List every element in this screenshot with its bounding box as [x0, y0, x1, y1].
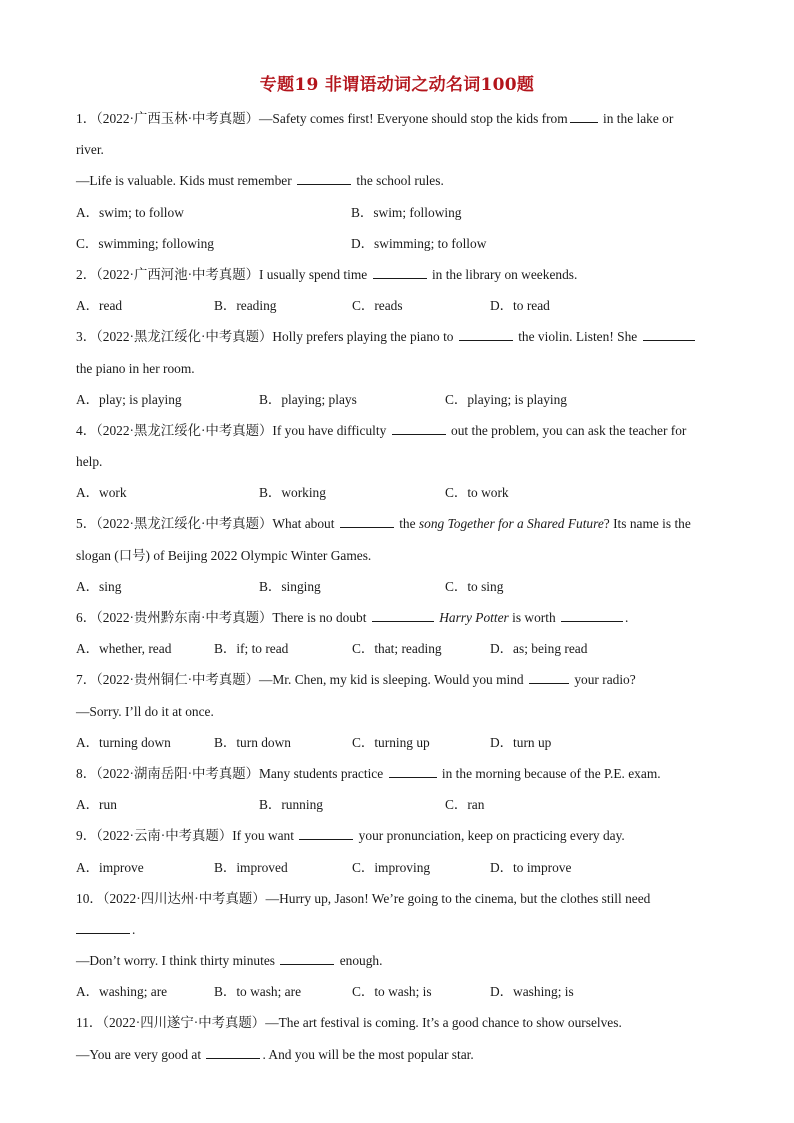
question-10-options — [76, 976, 726, 1007]
option-b[interactable]: B．playing; plays — [259, 391, 357, 407]
option-d[interactable]: D．to read — [490, 298, 550, 314]
question-8-options — [76, 789, 726, 820]
question-1-options-row-2 — [76, 228, 726, 259]
option-a[interactable]: A．turning down — [76, 734, 171, 750]
option-d[interactable]: D．as; being read — [490, 641, 588, 657]
answer-blank — [373, 277, 427, 279]
question-10-stem: 10．（2022·四川达州·中考真题）—Hurry up, Jason! We’re going to the cinema, but the clothes still need — [76, 890, 651, 906]
option-c[interactable]: C．reads — [352, 298, 403, 314]
question-1-stem: 1．（2022·广西玉林·中考真题）—Safety comes first! Everyone should stop the kids from in the lake or — [76, 111, 674, 126]
option-a[interactable]: A．run — [76, 797, 117, 813]
answer-blank — [372, 620, 434, 622]
song-title: song Together for a Shared Future — [418, 516, 604, 532]
question-1-options-row-1 — [76, 197, 726, 228]
question-5-stem-cont: slogan (口号) of Beijing 2022 Olympic Winter Games. — [76, 547, 372, 563]
question-6-options — [76, 633, 726, 664]
question-5-stem: 5．（2022·黑龙江绥化·中考真题）What about the song Together for a Shared Future? Its name is the — [76, 516, 691, 532]
option-b[interactable]: B．to wash; are — [214, 984, 302, 1000]
option-c[interactable]: C．ran — [445, 797, 485, 813]
question-11-reply: —You are very good at . And you will be the most popular star. — [76, 1046, 474, 1062]
question-7-options — [76, 727, 726, 758]
answer-blank — [280, 963, 334, 965]
option-a[interactable]: A．play; is playing — [76, 391, 182, 407]
option-b[interactable]: B．singing — [259, 578, 321, 594]
answer-blank — [529, 682, 569, 684]
answer-blank — [392, 433, 446, 435]
option-b[interactable]: B．turn down — [214, 734, 291, 750]
option-a[interactable]: A．sing — [76, 578, 122, 594]
question-3-stem: 3．（2022·黑龙江绥化·中考真题）Holly prefers playing the piano to the violin. Listen! She — [76, 321, 726, 352]
answer-blank — [643, 339, 695, 341]
option-b[interactable]: B．reading — [214, 298, 277, 314]
answer-blank — [297, 183, 351, 185]
option-c[interactable]: C．that; reading — [352, 641, 442, 657]
option-c[interactable]: C．turning up — [352, 734, 430, 750]
option-a[interactable]: A．improve — [76, 859, 144, 875]
option-c[interactable]: C．to wash; is — [352, 984, 432, 1000]
option-a[interactable]: A．swim; to follow — [76, 204, 184, 220]
option-b[interactable]: B．improved — [214, 859, 288, 875]
question-4-stem-cont: help. — [76, 454, 103, 470]
question-8-stem: 8．（2022·湖南岳阳·中考真题）Many students practice in the morning because of the P.E. exam. — [76, 765, 661, 781]
option-b[interactable]: B．if; to read — [214, 641, 289, 657]
option-a[interactable]: A．read — [76, 298, 123, 314]
option-b[interactable]: B．running — [259, 797, 323, 813]
answer-blank — [340, 526, 394, 528]
option-c[interactable]: C．improving — [352, 859, 431, 875]
question-2-stem: 2．（2022·广西河池·中考真题）I usually spend time in the library on weekends. — [76, 266, 578, 282]
option-a[interactable]: A．work — [76, 485, 127, 501]
question-9-stem: 9．（2022·云南·中考真题）If you want your pronunciation, keep on practicing every day. — [76, 828, 625, 844]
question-2-options — [76, 290, 726, 321]
answer-blank — [299, 838, 353, 840]
question-4-options — [76, 477, 726, 508]
answer-blank — [561, 620, 623, 622]
option-d[interactable]: D．to improve — [490, 859, 572, 875]
question-3-stem-cont: the piano in her room. — [76, 360, 195, 376]
answer-blank — [389, 776, 437, 778]
question-10-reply: —Don’t worry. I think thirty minutes enough. — [76, 953, 383, 969]
question-1-reply: —Life is valuable. Kids must remember the school rules. — [76, 173, 444, 189]
question-3-options — [76, 384, 726, 415]
option-d[interactable]: D．turn up — [490, 734, 552, 750]
question-6-stem: 6．（2022·贵州黔东南·中考真题）There is no doubt Harry Potter is worth . — [76, 610, 629, 625]
option-b[interactable]: B．working — [259, 485, 326, 501]
question-4-stem: 4．（2022·黑龙江绥化·中考真题）If you have difficulty out the problem, you can ask the teacher for — [76, 422, 687, 438]
answer-blank — [459, 339, 513, 341]
option-c[interactable]: C．playing; is playing — [445, 391, 567, 407]
option-d[interactable]: D．swimming; to follow — [351, 235, 487, 251]
question-7-stem: 7．（2022·贵州铜仁·中考真题）—Mr. Chen, my kid is sleeping. Would you mind your radio? — [76, 672, 636, 688]
option-d[interactable]: D．washing; is — [490, 984, 574, 1000]
option-c[interactable]: C．to work — [445, 485, 509, 501]
question-list — [76, 103, 726, 1070]
question-10-stem-cont: . — [76, 914, 726, 945]
option-a[interactable]: A．whether, read — [76, 641, 172, 657]
answer-blank — [76, 932, 130, 934]
question-11-stem: 11．（2022·四川遂宁·中考真题）—The art festival is coming. It’s a good chance to show ourselves. — [76, 1015, 622, 1031]
answer-blank — [570, 121, 598, 123]
option-c[interactable]: C．to sing — [445, 578, 504, 594]
question-7-reply: —Sorry. I’ll do it at once. — [76, 703, 214, 719]
answer-blank — [206, 1057, 260, 1059]
question-9-options — [76, 852, 726, 883]
option-a[interactable]: A．washing; are — [76, 984, 168, 1000]
option-c[interactable]: C．swimming; following — [76, 235, 215, 251]
page-title: 专题19 非谓语动词之动名词100题 — [259, 75, 535, 95]
question-5-options — [76, 571, 726, 602]
book-title: Harry Potter — [439, 610, 509, 625]
question-1-stem-cont: river. — [76, 142, 104, 158]
option-b[interactable]: B．swim; following — [351, 204, 462, 220]
